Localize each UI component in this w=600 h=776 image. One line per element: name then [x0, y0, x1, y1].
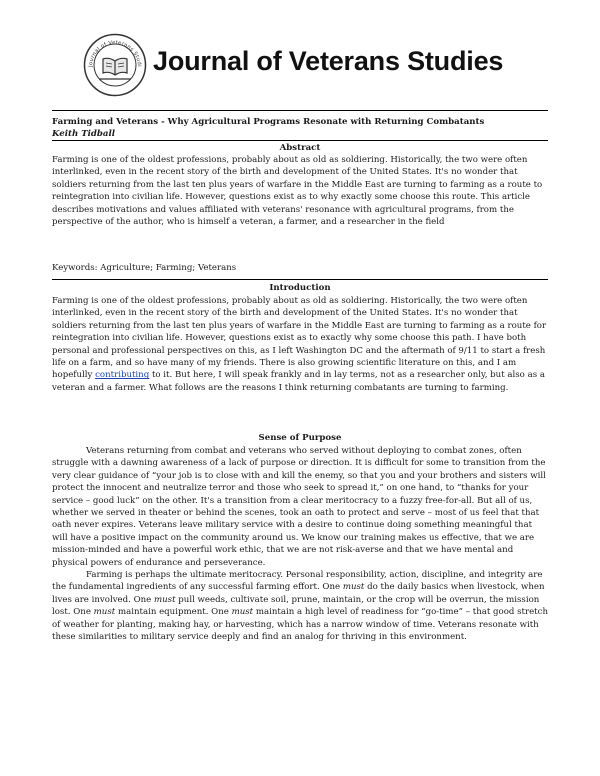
abstract-body: [52, 154, 548, 228]
abstract-heading: Abstract: [279, 143, 321, 153]
article-title: Farming and Veterans - Why Agricultural Programs Resonate with Returning Combatants: [52, 117, 485, 127]
sense-of-purpose-paragraph-1: Veterans returning from combat and veterans who served without deploying to combat zones, often struggle with a dawning awareness of a lack of purpose or direction. It is difficult for some to transition from the very clear guidance of “your job is to close with and kill the enemy, so that you and your brothers and sisters will protect the innocent and neutralize terror and those who seek to spread it,” on one hand, to “thanks for your service – good luck” on the other. It's a transition from a clear meritocracy to a fuzzy free-for-all. But all of us, whether we served in theater or behind the scenes, took an oath to protect and serve – most of us feel that that oath never expires. Veterans leave military service with a desire to continue doing something meaningful that will have a positive impact on the community around us. We know our training makes us effective, that we are mission-minded and have a powerful work ethic, that we are not risk-averse and that we have mental and physical powers of endurance and perseverance.: [52, 446, 546, 568]
introduction-paragraph: [52, 295, 548, 394]
contributing-link[interactable]: contributing: [95, 370, 150, 381]
para2-text-4: maintain equipment. One: [115, 607, 232, 618]
introduction-text-part-2: to it. But here, I will speak frankly and in lay terms, not as a researcher only, but also as a veteran and a farmer. What follows are the reasons I think returning combatants are turning to farming.: [52, 370, 545, 393]
sense-of-purpose-paragraph-2: [52, 569, 548, 643]
para2-emphasis-3: must: [93, 607, 116, 618]
para2-text-2: do the daily basics when livestock, when lives are involved. One: [52, 582, 545, 605]
para2-text-1: Farming is perhaps the ultimate meritocracy. Personal responsibility, action, discipline, and integrity are the fundamental ingredients of any successful farming effort. One: [52, 570, 543, 593]
sense-of-purpose-heading: Sense of Purpose: [258, 433, 342, 443]
open-book-icon: [103, 58, 127, 75]
para2-text-3: pull weeds, cultivate soil, prune, maintain, or the crop will be overrun, the mission lost. One: [52, 594, 540, 618]
article-author: Keith Tidball: [52, 129, 115, 139]
introduction-heading: Introduction: [269, 283, 331, 293]
abstract-divider: [52, 140, 548, 141]
journal-title: Journal of Veterans Studies: [153, 46, 504, 76]
journal-header: [83, 33, 523, 97]
introduction-body: [52, 295, 548, 394]
para2-text-5: maintain a high level of readiness for “go-time” – that good stretch of weather for planting, making hay, or harvesting, which has a narrow window of time. Veterans resonate with these similarities to military service deeply and find an analog for thriving in this environment.: [52, 607, 548, 643]
header-divider: [52, 110, 548, 111]
abstract-text: Farming is one of the oldest professions, probably about as old as soldiering. Historically, the two were often interlinked, even in the recent story of the birth and development of the United States. It's no wonder that soldiers returning from the last ten plus years of warfare in the Middle East are turning to farming as a route to reintegration into civilian life. However, questions exist as to why exactly some choose this route. This article describes motivations and values affiliated with veterans' resonance with agricultural programs, from the perspective of the author, who is himself a veteran, a farmer, and a researcher in the field: [52, 155, 543, 228]
introduction-text-part-1: Farming is one of the oldest professions, probably about as old as soldiering. Historically, the two were often interlinked, even in the recent story of the birth and development of the United States. It's no wonder that soldiers returning from the last ten plus years of warfare in the Middle East are turning to farming as a route for reintegration into civilian life. However, questions exist as to exactly why some choose this path. I have both personal and professional perspectives on this, as I left Washington DC and the aftermath of 9/11 to start a fresh life on a farm, and so have many of my friends. There is also growing scientific literature on this, and I am hopefully: [52, 296, 547, 381]
journal-seal-logo: [83, 33, 147, 97]
keywords-divider: [52, 279, 548, 280]
para2-emphasis-2: must: [154, 594, 176, 605]
para2-emphasis-4: must: [231, 607, 254, 618]
sense-of-purpose-body: [52, 445, 548, 644]
svg-text:Journal of Veterans Studies: Journal of Veterans Studi: [87, 39, 143, 68]
para2-emphasis-1: must: [342, 582, 365, 593]
keywords: Keywords: Agriculture; Farming; Veterans: [52, 263, 237, 273]
